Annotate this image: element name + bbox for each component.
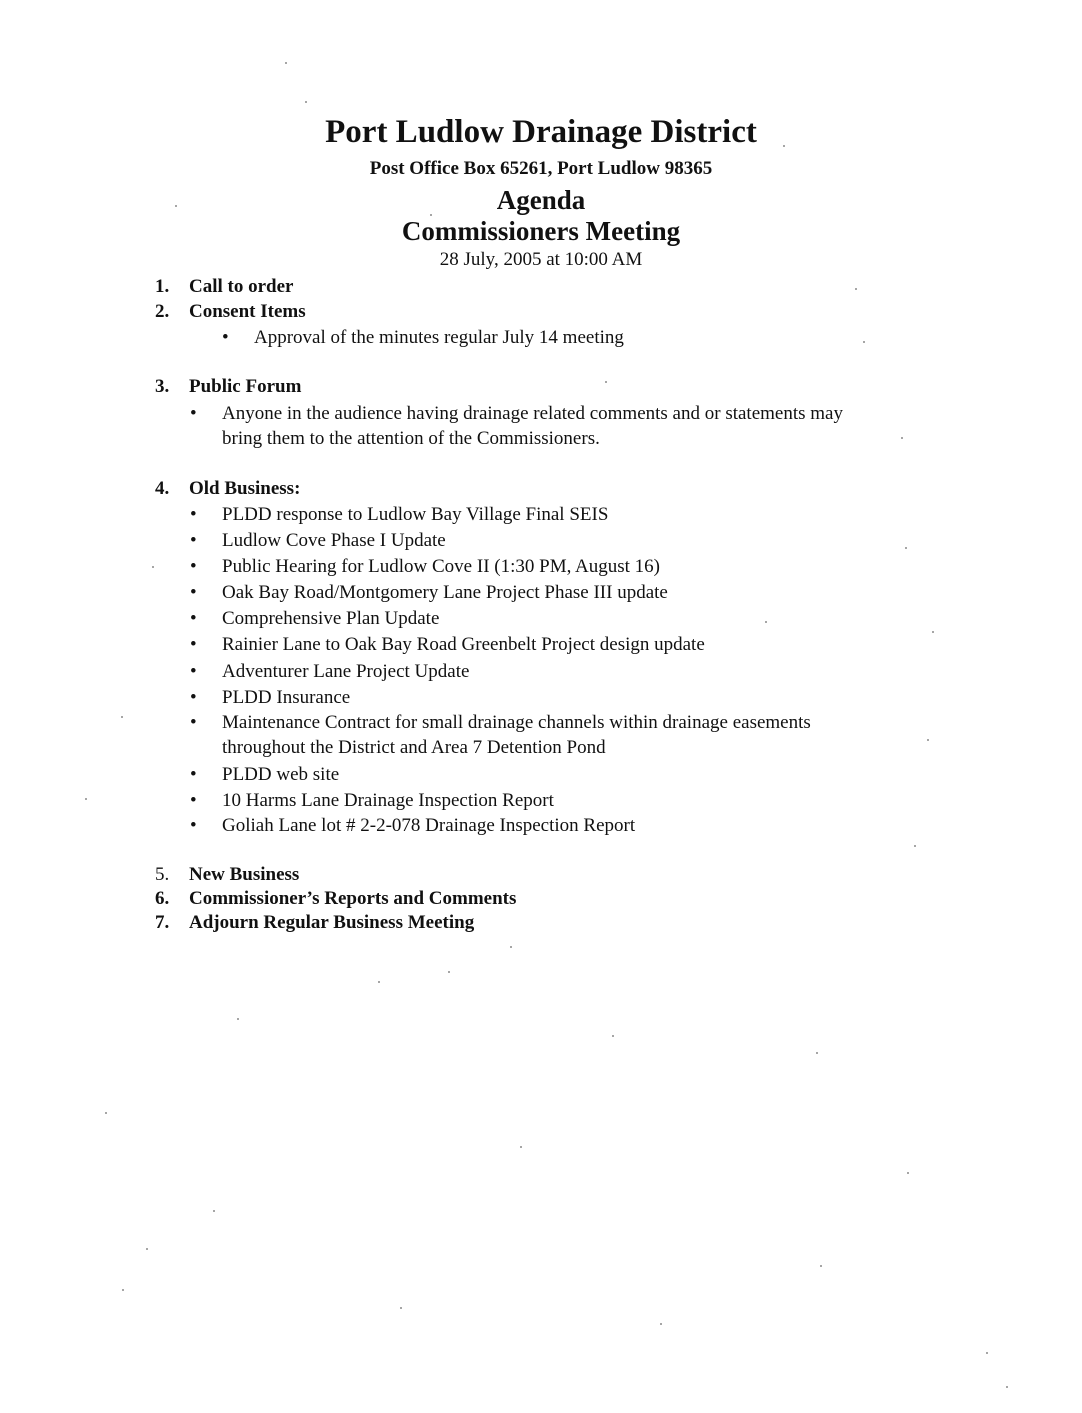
- bullet-glyph: •: [190, 530, 197, 551]
- bullet-glyph: •: [190, 712, 197, 733]
- bullet-text: 10 Harms Lane Drainage Inspection Report: [222, 790, 554, 811]
- item-label: Old Business:: [189, 478, 301, 499]
- bullet-glyph: •: [190, 815, 197, 836]
- bullet-glyph: •: [190, 661, 197, 682]
- bullet-glyph: •: [190, 687, 197, 708]
- bullet-text: throughout the District and Area 7 Detention Pond: [222, 737, 606, 758]
- meeting-date: 28 July, 2005 at 10:00 AM: [439, 249, 643, 270]
- document-type: Agenda: [496, 185, 586, 215]
- item-label: Adjourn Regular Business Meeting: [189, 912, 475, 933]
- item-number: 3.: [155, 376, 170, 397]
- bullet-text: Oak Bay Road/Montgomery Lane Project Phase III update: [222, 582, 668, 603]
- bullet-glyph: •: [190, 634, 197, 655]
- bullet-text: Rainier Lane to Oak Bay Road Greenbelt Project design update: [222, 634, 705, 655]
- bullet-text: Anyone in the audience having drainage related comments and or statements may: [222, 403, 843, 424]
- bullet-text: Adventurer Lane Project Update: [222, 661, 470, 682]
- agenda-item-public-forum: [155, 376, 301, 398]
- item-label: Call to order: [189, 276, 294, 297]
- bullet-text: PLDD web site: [222, 764, 340, 785]
- meeting-name: Commissioners Meeting: [401, 216, 681, 246]
- agenda-item-commissioner-reports: [155, 888, 516, 910]
- bullet-glyph: •: [190, 504, 197, 525]
- item-number: 4.: [155, 478, 170, 499]
- item-label: New Business: [189, 864, 300, 885]
- bullet-text: PLDD Insurance: [222, 687, 351, 708]
- item-number: 6.: [155, 888, 170, 909]
- agenda-item-adjourn: [155, 912, 474, 934]
- bullet-glyph: •: [190, 403, 197, 424]
- bullet-glyph: •: [190, 582, 197, 603]
- bullet-text: Ludlow Cove Phase I Update: [222, 530, 446, 551]
- bullet-text: Comprehensive Plan Update: [222, 608, 440, 629]
- bullet-text: Maintenance Contract for small drainage channels within drainage easements: [222, 712, 811, 733]
- item-number: 5.: [155, 864, 170, 885]
- district-address: Post Office Box 65261, Port Ludlow 98365: [369, 158, 713, 179]
- bullet-glyph: •: [190, 556, 197, 577]
- item-label: Public Forum: [189, 376, 302, 397]
- bullet-text: Public Hearing for Ludlow Cove II (1:30 PM, August 16): [222, 556, 661, 577]
- agenda-item-old-business: [155, 478, 300, 500]
- bullet-text: PLDD response to Ludlow Bay Village Final SEIS: [222, 504, 609, 525]
- bullet-glyph: •: [190, 790, 197, 811]
- item-number: 7.: [155, 912, 170, 933]
- bullet-glyph: •: [190, 764, 197, 785]
- district-title: Port Ludlow Drainage District: [325, 114, 757, 150]
- bullet-glyph: •: [190, 608, 197, 629]
- item-label: Consent Items: [189, 301, 306, 322]
- bullet-text: Goliah Lane lot # 2-2-078 Drainage Inspection Report: [222, 815, 636, 836]
- bullet-text: Approval of the minutes regular July 14 meeting: [254, 327, 624, 348]
- agenda-item-new-business: [155, 864, 299, 886]
- item-label: Commissioner’s Reports and Comments: [189, 888, 517, 909]
- item-number: 1.: [155, 276, 170, 297]
- agenda-item-call-to-order: [155, 276, 293, 298]
- agenda-item-consent-items: [155, 301, 306, 323]
- bullet-text: bring them to the attention of the Commissioners.: [222, 428, 600, 449]
- item-number: 2.: [155, 301, 170, 322]
- bullet-glyph: •: [222, 327, 229, 348]
